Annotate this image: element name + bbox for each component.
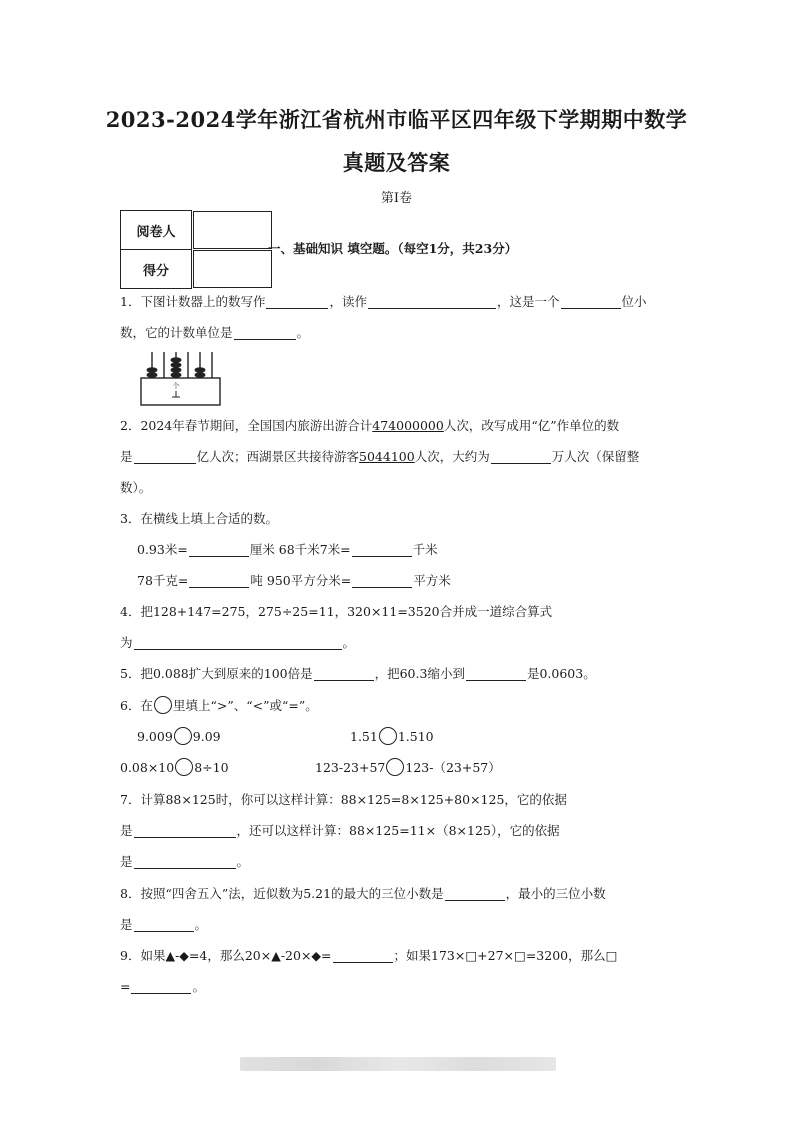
circle-icon <box>154 696 172 714</box>
abacus-unit-label: 个 <box>172 382 180 390</box>
abacus-icon <box>140 350 222 408</box>
q1-blank-1[interactable] <box>266 294 328 309</box>
q6-pair-3: 0.08×10 8÷10 <box>120 760 229 775</box>
q6-circle-1[interactable] <box>174 727 192 745</box>
q8-line-1: 8．按照“四舍五入”法，近似数为5.21的最大的三位小数是 ，最小的三位小数 <box>120 886 606 901</box>
q1-line-2: 数，它的计数单位是 。 <box>120 325 310 340</box>
q5-blank-1[interactable] <box>314 666 374 681</box>
q1-line-1: 1．下图计数器上的数写作 ，读作 ，这是一个 位小 <box>120 294 647 309</box>
q9-line-1: 9．如果▲-◆=4，那么20×▲-20×◆= ；如果173×□+27×□=3200，那么□ <box>120 948 618 963</box>
section-heading: 一、基础知识 填空题。（每空1分，共23分） <box>268 241 518 256</box>
q1-blank-2[interactable] <box>368 294 496 309</box>
q8-blank-1[interactable] <box>445 886 505 901</box>
q4-line-2: 为 。 <box>120 635 356 650</box>
q8-line-2: 是 。 <box>120 917 208 932</box>
q6-pair-2: 1.51 1.510 <box>350 729 434 744</box>
q6-pair-4: 123-23+57 123-（23+57） <box>315 760 501 775</box>
q6-circle-4[interactable] <box>386 758 404 776</box>
q8-blank-2[interactable] <box>134 917 194 932</box>
q2-line-3: 数）。 <box>120 480 152 495</box>
q9-line-2: = 。 <box>120 979 205 994</box>
title-line-1: 2023-2024学年浙江省杭州市临平区四年级下学期期中数学 <box>105 107 688 132</box>
q3-title: 3．在横线上填上合适的数。 <box>120 511 278 526</box>
q7-line-1: 7．计算88×125时，你可以这样计算：88×125=8×125+80×125，它的依据 <box>120 792 567 807</box>
q6-circle-3[interactable] <box>175 758 193 776</box>
q7-blank-1[interactable] <box>134 823 236 838</box>
score-cell <box>193 250 272 288</box>
q9-blank-1[interactable] <box>333 948 393 963</box>
blurred-watermark <box>240 1057 556 1071</box>
subtitle: 第Ⅰ卷 <box>380 191 413 206</box>
score-table <box>120 210 274 289</box>
q2-blank-1[interactable] <box>134 449 196 464</box>
q1-blank-3[interactable] <box>561 294 621 309</box>
q3-blank-2[interactable] <box>352 542 412 557</box>
q5-blank-2[interactable] <box>466 666 526 681</box>
q6-pair-1: 9.009 9.09 <box>137 729 221 744</box>
reviewer-label: 阅卷人 <box>121 211 192 250</box>
q3-blank-4[interactable] <box>352 573 412 588</box>
q2-blank-2[interactable] <box>491 449 551 464</box>
reviewer-cell <box>193 211 272 249</box>
q2-line-2: 是 亿人次；西湖景区共接待游客5044100人次，大约为 万人次（保留整 <box>120 449 640 464</box>
q4-line-1: 4．把128+147=275，275÷25=11，320×11=3520合并成一道综合算式 <box>120 604 553 619</box>
q6-circle-2[interactable] <box>379 727 397 745</box>
q4-blank-1[interactable] <box>134 635 342 650</box>
q2-line-1: 2．2024年春节期间，全国国内旅游出游合计474000000人次，改写成用“亿”作单位的数 <box>120 418 620 433</box>
q7-line-3: 是 。 <box>120 854 250 869</box>
q2-number-2: 5044100 <box>359 449 415 464</box>
q9-blank-2[interactable] <box>131 979 191 994</box>
q3-blank-3[interactable] <box>189 573 249 588</box>
q3-row-2: 78千克= 吨 950平方分米= 平方米 <box>137 573 451 588</box>
q3-row-1: 0.93米= 厘米 68千米7米= 千米 <box>137 542 438 557</box>
q7-blank-2[interactable] <box>134 854 236 869</box>
q5-line: 5．把0.088扩大到原来的100倍是 ，把60.3缩小到 是0.0603。 <box>120 666 596 681</box>
q7-line-2: 是 ，还可以这样计算：88×125=11×（8×125），它的依据 <box>120 823 560 838</box>
q1-blank-4[interactable] <box>234 325 296 340</box>
q3-blank-1[interactable] <box>189 542 249 557</box>
title-line-2: 真题及答案 <box>342 150 451 175</box>
score-label: 得分 <box>121 250 192 289</box>
q2-number-1: 474000000 <box>372 418 444 433</box>
q6-title: 6．在 里填上“>”、“<”或“=”。 <box>120 698 318 713</box>
